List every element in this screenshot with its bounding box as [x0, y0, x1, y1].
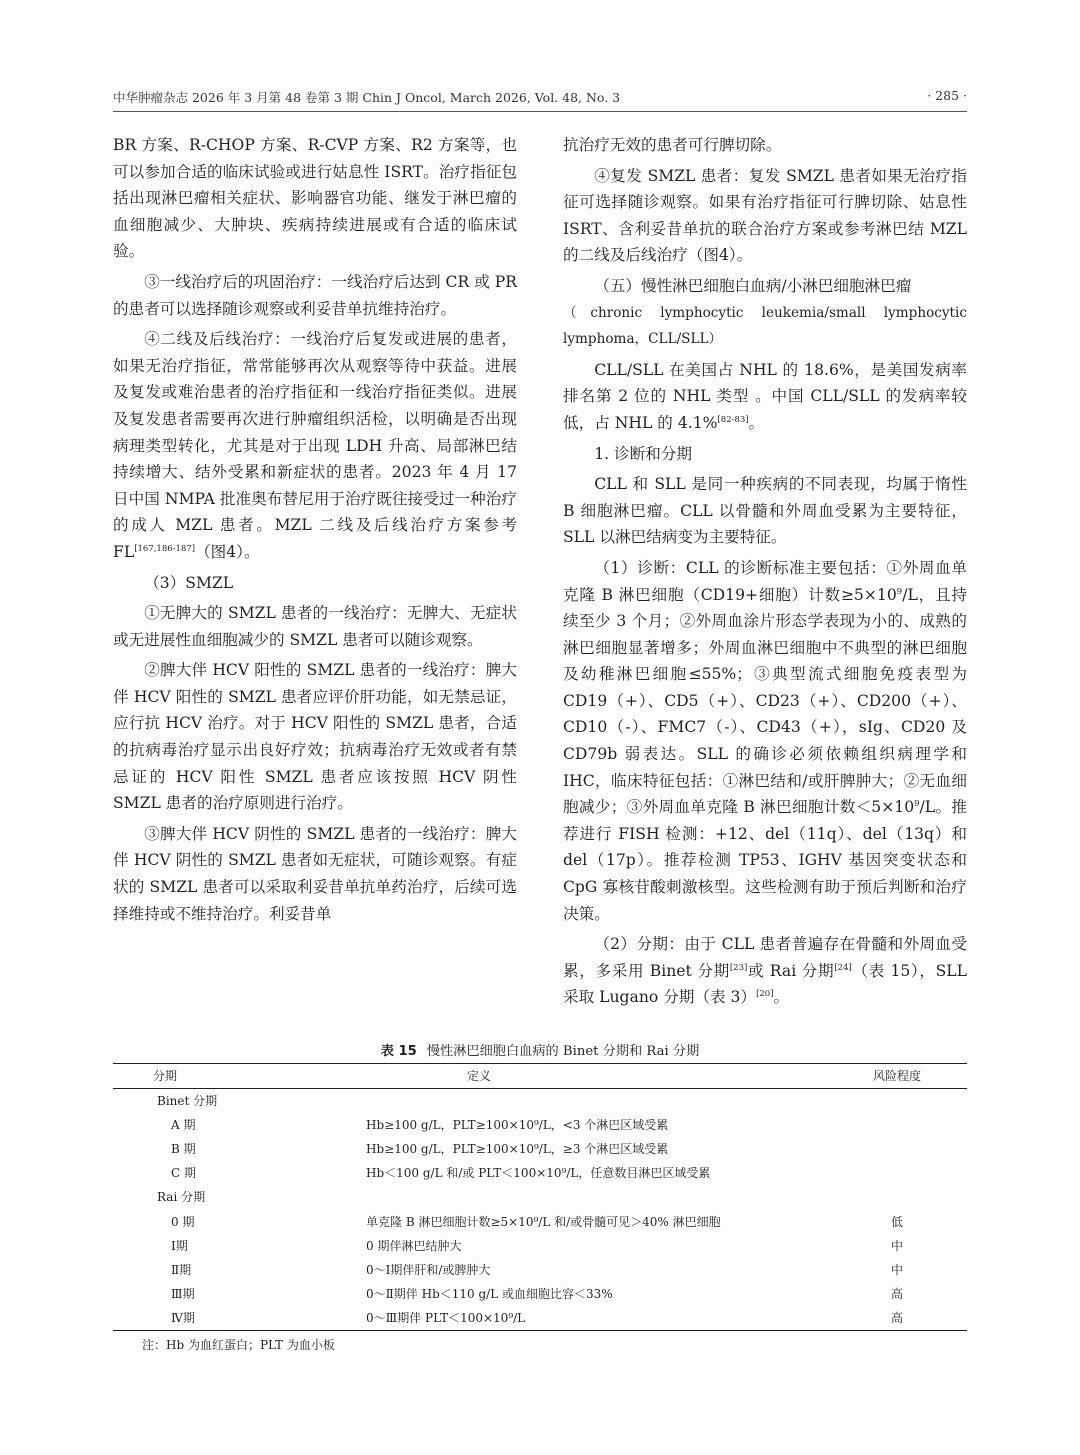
- paragraph: BR 方案、R-CHOP 方案、R-CVP 方案、R2 方案等，也可以参加合适的临床试验或进行姑息性 ISRT。治疗指征包括出现淋巴瘤相关症状、影响器官功能、继发于淋巴瘤的血细胞减少、大肿块、疾病持续进展或有合适的临床试验。: [113, 136, 517, 261]
- header-definition: 定义: [361, 1064, 827, 1089]
- definition-cell: [361, 1089, 827, 1114]
- definition-cell: 0～Ⅰ期伴肝和/或脾肿大: [366, 1262, 491, 1277]
- paragraph-text: /L，且持续至少 3 个月；②外周血涂片形态学表现为小的、成熟的淋巴细胞显著增多；外周血淋巴细胞中不典型的淋巴细胞及幼稚淋巴细胞≤55%；③典型流式细胞免疫表型为 CD19（+）、CD5（+）、CD23（+）、CD200（+）、CD10（-）、FMC7（-）、CD43（+），sIg、CD20 及 CD79b 弱表达。SLL 的确诊必须依赖组织病理学和 IHC，临床特征包括：①淋巴结和/或肝脾肿大；②无血细胞减少；③外周血单克隆 B 淋巴细胞计数＜5×10: [563, 585, 967, 817]
- risk-cell: 中: [890, 1238, 903, 1253]
- left-column: [113, 132, 517, 927]
- risk-cell: 低: [890, 1214, 903, 1229]
- paragraph: [563, 555, 967, 927]
- paragraph-text: 。: [748, 413, 765, 432]
- paragraph-text: 或 Rai 分期: [747, 961, 835, 980]
- stage-cell: Ⅰ期: [171, 1238, 188, 1253]
- definition-cell: 0 期伴淋巴结肿大: [366, 1238, 462, 1253]
- stage-cell: Binet 分期: [157, 1094, 218, 1109]
- running-header: [113, 88, 967, 106]
- superscript: 9: [896, 586, 903, 597]
- table-row: [113, 1161, 967, 1185]
- paragraph: [113, 326, 517, 565]
- stage-cell: Rai 分期: [157, 1190, 206, 1205]
- paragraph-text: （2）分期：由于 CLL 患者普遍存在骨髓和外周血受累，多采用 Binet 分期: [563, 935, 967, 980]
- citation-ref: [167,186-187]: [134, 543, 196, 554]
- definition-cell: Hb≥100 g/L，PLT≥100×10⁹/L，<3 个淋巴区域受累: [366, 1118, 669, 1133]
- table-label: 表 15: [380, 1044, 417, 1059]
- table-row: [113, 1234, 967, 1258]
- definition-cell: Hb≥100 g/L，PLT≥100×10⁹/L，≥3 个淋巴区域受累: [366, 1142, 669, 1157]
- paragraph-text: （图4）。: [195, 542, 260, 561]
- table-group-row: [113, 1185, 967, 1209]
- paragraph-text: CLL/SLL 在美国占 NHL 的 18.6%，是美国发病率排名第 2 位的 NHL 类型 。中国 CLL/SLL 的发病率较低，占 NHL 的 4.1%: [563, 360, 967, 432]
- subsection-heading: （3）SMZL: [144, 573, 234, 592]
- stage-cell: Ⅲ期: [171, 1286, 195, 1301]
- citation-ref: [20]: [756, 989, 774, 1000]
- citation-ref: [23]: [729, 962, 748, 973]
- table-title: 慢性淋巴细胞白血病的 Binet 分期和 Rai 分期: [426, 1044, 700, 1059]
- table-row: [113, 1137, 967, 1161]
- paragraph-text: （表 15），SLL 采取 Lugano 分期（表 3）: [563, 961, 967, 1007]
- table-row: [113, 1258, 967, 1282]
- risk-cell: [827, 1137, 967, 1161]
- paragraph: ①无脾大的 SMZL 患者的一线治疗：无脾大、无症状或无进展性血细胞减少的 SMZL 患者可以随诊观察。: [113, 604, 517, 649]
- section-heading: （五）慢性淋巴细胞白血病/小淋巴细胞淋巴瘤: [594, 276, 912, 295]
- definition-cell: Hb＜100 g/L 和/或 PLT＜100×10⁹/L，任意数目淋巴区域受累: [366, 1166, 711, 1181]
- risk-cell: [827, 1113, 967, 1137]
- table-row: [113, 1282, 967, 1306]
- paragraph: ②脾大伴 HCV 阳性的 SMZL 患者的一线治疗：脾大伴 HCV 阳性的 SMZL 患者应评价肝功能，如无禁忌证，应行抗 HCV 治疗。对于 HCV 阳性的 SMZL 患者，合适的抗病毒治疗显示出良好疗效；抗病毒治疗无效或者有禁忌证的 HCV 阳性 SMZL 患者应该按照 HCV 阴性 SMZL 患者的治疗原则进行治疗。: [113, 661, 517, 813]
- table-row: [113, 1306, 967, 1331]
- table-group-row: [113, 1089, 967, 1114]
- paragraph: [563, 931, 967, 1011]
- section-heading-english: （chronic lymphocytic leukemia/small lymphocytic lymphoma，CLL/SLL）: [563, 304, 967, 348]
- staging-table: [113, 1063, 967, 1331]
- table-note: 注：Hb 为血红蛋白；PLT 为血小板: [142, 1338, 335, 1352]
- risk-cell: [827, 1185, 967, 1209]
- paragraph-text: 。: [773, 988, 790, 1007]
- risk-cell: 高: [827, 1306, 967, 1331]
- definition-cell: 0～Ⅲ期伴 PLT＜100×10⁹/L: [361, 1306, 827, 1331]
- paragraph-text: /L。推荐进行 FISH 检测：+12、del（11q）、del（13q）和 del（17p）。推荐检测 TP53、IGHV 基因突变状态和 CpG 寡核苷酸刺激核型。这些检测有助于预后判断和治疗决策。: [563, 798, 967, 923]
- risk-cell: [827, 1161, 967, 1185]
- header-rule: [113, 111, 967, 112]
- stage-cell: Ⅳ期: [113, 1306, 361, 1331]
- journal-citation: 中华肿瘤杂志 2026 年 3 月第 48 卷第 3 期 Chin J Oncol, March 2026, Vol. 48, No. 3: [113, 90, 621, 105]
- citation-ref: [82-83]: [717, 414, 749, 425]
- risk-cell: 高: [890, 1286, 903, 1301]
- table-header-row: [113, 1064, 967, 1089]
- table-row: [113, 1113, 967, 1137]
- stage-cell: Ⅱ期: [171, 1262, 192, 1277]
- stage-cell: 0 期: [171, 1214, 195, 1229]
- paragraph: ③脾大伴 HCV 阴性的 SMZL 患者的一线治疗：脾大伴 HCV 阴性的 SMZL 患者如无症状，可随诊观察。有症状的 SMZL 患者可以采取利妥昔单抗单药治疗，后续可选择维持或不维持治疗。利妥昔单: [113, 824, 517, 923]
- definition-cell: 单克隆 B 淋巴细胞计数≥5×10⁹/L 和/或骨髓可见＞40% 淋巴细胞: [366, 1214, 721, 1229]
- table-row: [113, 1209, 967, 1233]
- risk-cell: [827, 1089, 967, 1114]
- paragraph: ④复发 SMZL 患者：复发 SMZL 患者如果无治疗指征可选择随诊观察。如果有治疗指征可行脾切除、姑息性 ISRT、含利妥昔单抗的联合治疗方案或参考淋巴结 MZL 的二线及后线治疗（图4）。: [563, 166, 967, 265]
- right-column: [563, 132, 967, 1011]
- citation-ref: [24]: [834, 962, 852, 973]
- definition-cell: 0～Ⅱ期伴 Hb＜110 g/L 或血细胞比容＜33%: [366, 1286, 613, 1301]
- paragraph: CLL 和 SLL 是同一种疾病的不同表现，均属于惰性 B 细胞淋巴瘤。CLL 以骨髓和外周血受累为主要特征，SLL 以淋巴结病变为主要特征。: [563, 475, 967, 547]
- paragraph-text: ④二线及后线治疗：一线治疗后复发或进展的患者，如果无治疗指征，常常能够再次从观察等待中获益。进展及复发或难治患者的治疗指征和一线治疗指征类似。进展及复发患者需要再次进行肿瘤组织活检，以明确是否出现病理类型转化，尤其是对于出现 LDH 升高、局部淋巴结持续增大、结外受累和新症状的患者。2023 年 4 月 17 日中国 NMPA 批准奥布替尼用于治疗既往接受过一种治疗的成人 MZL 患者。MZL 二线及后线治疗方案参考 FL: [113, 330, 517, 561]
- superscript: 9: [914, 799, 920, 810]
- table-caption: [113, 1040, 967, 1059]
- risk-cell: 中: [890, 1262, 903, 1277]
- stage-cell: C 期: [171, 1166, 196, 1181]
- paragraph: ③一线治疗后的巩固治疗：一线治疗后达到 CR 或 PR 的患者可以选择随诊观察或利妥昔单抗维持治疗。: [113, 272, 517, 318]
- page-number: · 285 ·: [927, 88, 967, 103]
- header-stage: 分期: [113, 1064, 361, 1089]
- paragraph-text: （1）诊断：CLL 的诊断标准主要包括：①外周血单克隆 B 淋巴细胞（CD19+细胞）计数≥5×10: [563, 558, 967, 604]
- definition-cell: [361, 1185, 827, 1209]
- subsection-heading: 1. 诊断和分期: [594, 444, 692, 463]
- stage-cell: B 期: [171, 1142, 196, 1157]
- header-risk: 风险程度: [827, 1064, 967, 1089]
- stage-cell: A 期: [171, 1118, 196, 1133]
- paragraph: [563, 357, 967, 437]
- paragraph: 抗治疗无效的患者可行脾切除。: [563, 136, 782, 154]
